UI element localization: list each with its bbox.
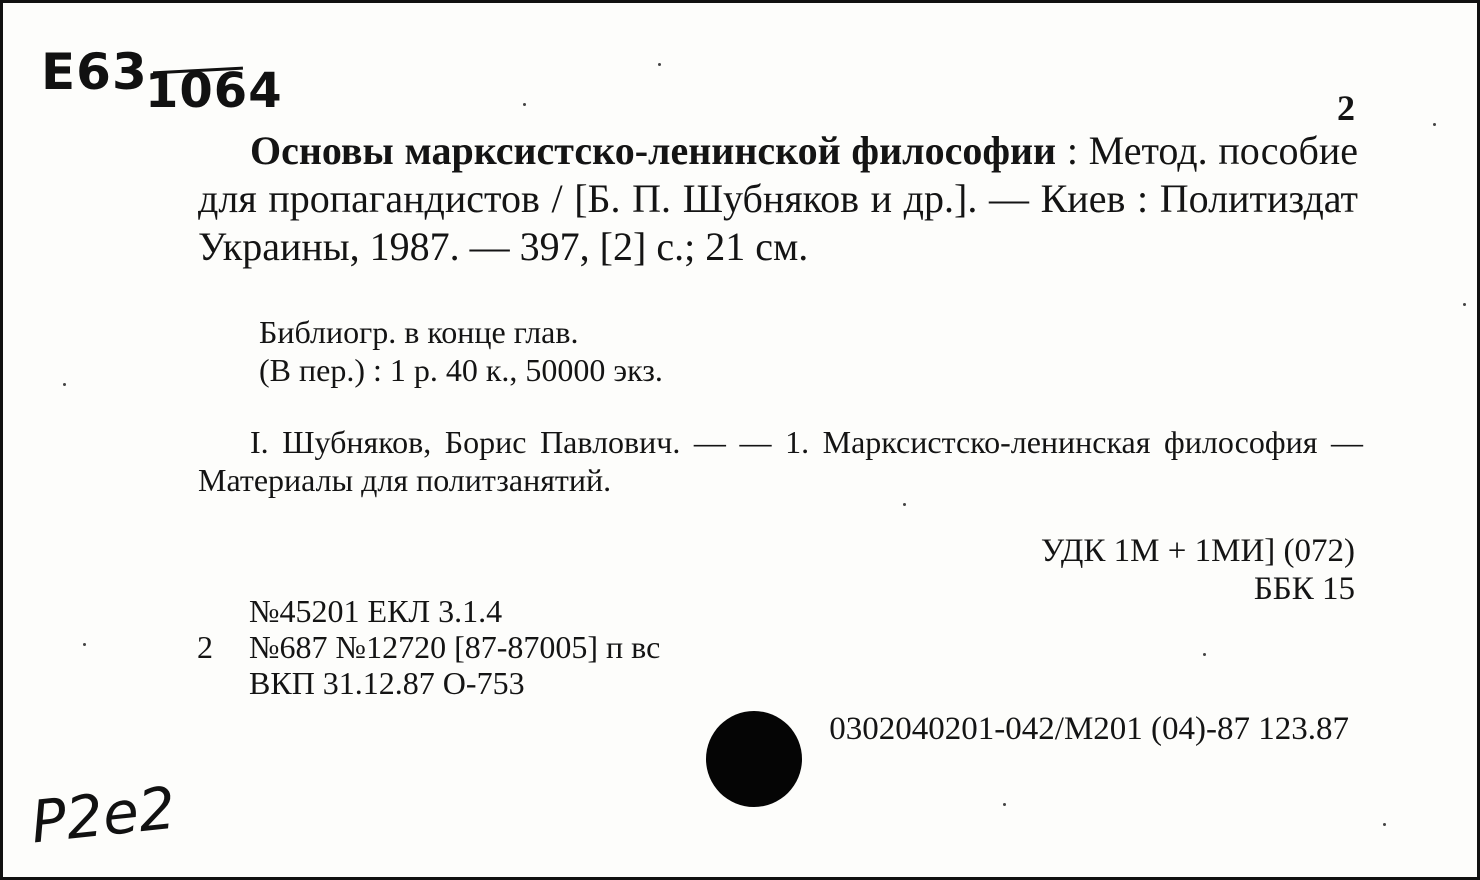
accession-block <box>197 593 660 701</box>
shelf-mark-number: 1064 <box>145 63 283 119</box>
price-note: (В пер.) : 1 р. 40 к., 50000 экз. <box>259 352 663 388</box>
accession-line-1: №45201 ЕКЛ 3.1.4 <box>249 593 503 629</box>
bbk-index: ББК 15 <box>1253 571 1355 607</box>
speck <box>658 63 661 66</box>
accession-line-3: ВКП 31.12.87 О-753 <box>249 665 525 701</box>
speck <box>1463 303 1466 306</box>
speck <box>63 383 66 386</box>
card-number: 2 <box>1337 88 1355 128</box>
speck <box>1203 653 1206 656</box>
speck <box>1383 823 1386 826</box>
ink-blot <box>706 711 802 807</box>
speck <box>83 643 86 646</box>
notes <box>259 313 663 389</box>
speck <box>1433 123 1436 126</box>
speck <box>523 103 526 106</box>
tracing-text: I. Шубняков, Борис Павлович. — — 1. Марксистско-ленинская философия — Материалы для политзанятий. <box>198 424 1363 498</box>
accession-count: 2 <box>197 629 213 665</box>
speck <box>1003 803 1006 806</box>
publisher-code: 0302040201-042/М201 (04)-87 123.87 <box>829 711 1349 747</box>
shelf-mark: Е63 <box>41 43 148 101</box>
accession-line-2: №687 №12720 [87-87005] п вс <box>249 629 661 665</box>
udk-index: УДК 1М + 1МИ] (072) <box>1040 533 1355 569</box>
tracing <box>198 423 1363 499</box>
description-details: : Метод. пособие для пропагандистов / [Б. П. Шубняков и др.]. — Киев : Политиздат Украины, 1987. — 397, [2] с.; 21 см. <box>198 128 1358 269</box>
speck <box>903 503 906 506</box>
bibliographic-description <box>198 127 1358 271</box>
handwritten-note: P2e2 <box>27 773 179 857</box>
bibliography-note: Библиогр. в конце глав. <box>259 314 579 350</box>
book-title: Основы марксистско-ленинской философии <box>250 128 1057 173</box>
